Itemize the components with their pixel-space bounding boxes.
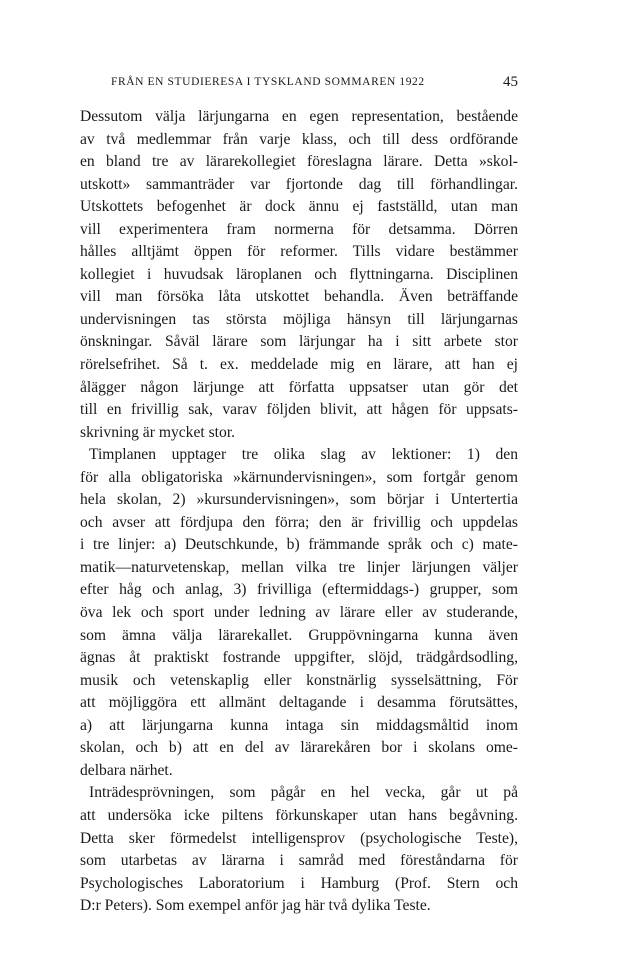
text-line: Utskottets befogenhet är dock ännu ej fastställd, utan man: [80, 198, 518, 216]
page-number: 45: [503, 74, 518, 90]
text-line: att undersöka icke piltens förkunskaper utan hans begåvning.: [80, 806, 518, 824]
text-line: utskott» sammanträder var fjortonde dag till förhandlingar.: [80, 175, 518, 193]
text-line: i tre linjer: a) Deutschkunde, b) främmande språk och c) mate-: [80, 536, 518, 554]
text-line: hela skolan, 2) »kursundervisningen», som börjar i Untertertia: [80, 491, 518, 509]
text-line: musik och vetenskaplig eller konstnärlig sysselsättning, För: [80, 671, 518, 689]
paragraph-start-line: Inträdesprövningen, som pågår en hel vecka, går ut på: [89, 784, 518, 802]
paragraph-end-line: delbara närhet.: [80, 761, 173, 779]
text-line: Psychologisches Laboratorium i Hamburg (Prof. Stern och: [80, 874, 518, 892]
text-line: som ämna välja lärarekallet. Gruppövningarna kunna även: [80, 626, 518, 644]
text-line: skolan, och b) att en del av lärarekåren bor i skolans ome-: [80, 739, 518, 757]
text-line: vill man försöka låta utskottet behandla. Även beträffande: [80, 288, 518, 306]
text-line: att möjliggöra ett allmänt deltagande i desamma förutsättes,: [80, 694, 518, 712]
text-line: Detta sker förmedelst intelligensprov (psychologische Teste),: [80, 829, 518, 847]
page-header: [78, 74, 518, 94]
text-line: och avser att fördjupa den förra; den är frivillig och uppdelas: [80, 513, 518, 531]
text-line: kollegiet i huvudsak läroplanen och flyttningarna. Disciplinen: [80, 265, 518, 283]
text-line: hålles alltjämt öppen för reformer. Tills vidare bestämmer: [80, 243, 518, 261]
text-line: ålägger någon lärjunge att författa uppsatser utan gör det: [80, 378, 518, 396]
text-line: av två medlemmar från varje klass, och till dess ordförande: [80, 130, 518, 148]
text-line: önskningar. Såväl lärare som lärjungar ha i sitt arbete stor: [80, 333, 518, 351]
text-line: a) att lärjungarna kunna intaga sin middagsmåltid inom: [80, 716, 518, 734]
text-line: ägnas åt praktiskt fostrande uppgifter, slöjd, trädgårdsodling,: [80, 649, 518, 667]
text-line: öva lek och sport under ledning av lärare eller av studerande,: [80, 604, 518, 622]
text-line: till en frivillig sak, varav följden blivit, att hågen för uppsats-: [80, 401, 518, 419]
running-title: FRÅN EN STUDIERESA I TYSKLAND SOMMAREN 1922: [111, 76, 425, 88]
text-line: matik—naturvetenskap, mellan vilka tre linjer lärjungen väljer: [80, 558, 518, 576]
text-line: efter håg och anlag, 3) frivilliga (eftermiddags-) grupper, som: [80, 581, 518, 599]
text-line: undervisningen tas största möjliga hänsyn till lärjungarnas: [80, 310, 518, 328]
text-line: för alla obligatoriska »kärnundervisningen», som fortgår genom: [80, 468, 518, 486]
text-line: rörelsefrihet. Så t. ex. meddelade mig en lärare, att han ej: [80, 356, 518, 374]
paragraph-end-line: skrivning är mycket stor.: [80, 423, 236, 441]
text-line: vill experimentera fram normerna för detsamma. Dörren: [80, 220, 518, 238]
text-line: som utarbetas av lärarna i samråd med föreståndarna för: [80, 852, 518, 870]
body-text: [80, 106, 518, 918]
text-line: Dessutom välja lärjungarna en egen representation, bestående: [80, 108, 518, 125]
paragraph-end-line: D:r Peters). Som exempel anför jag här två dylika Teste.: [80, 897, 431, 915]
paragraph-start-line: Timplanen upptager tre olika slag av lektioner: 1) den: [89, 446, 518, 464]
text-line: en bland tre av lärarekollegiet föreslagna lärare. Detta »skol-: [80, 153, 518, 171]
